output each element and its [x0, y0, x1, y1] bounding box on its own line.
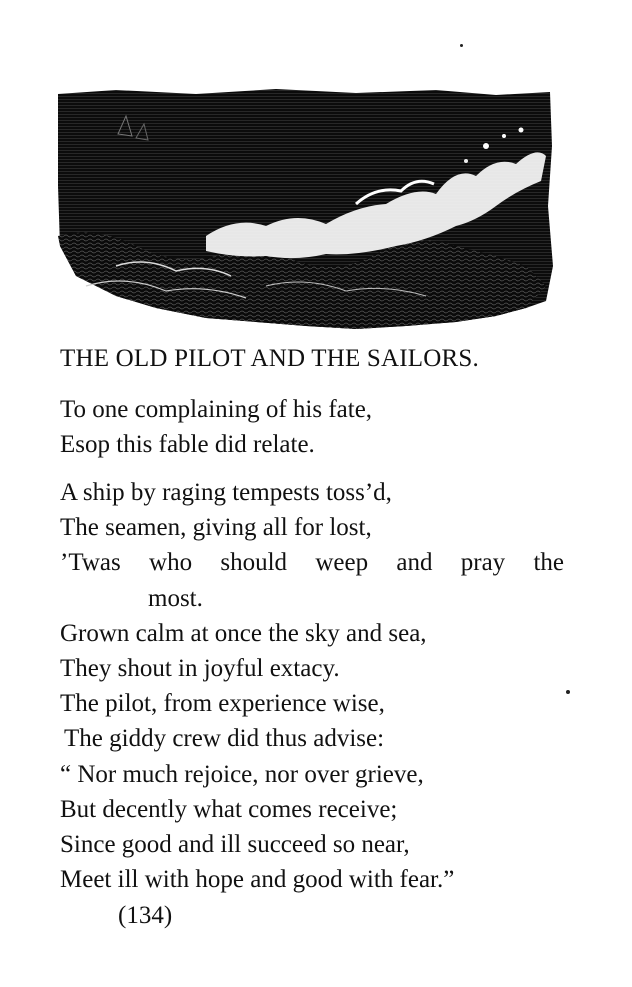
poem-line-8: “ Nor much rejoice, nor over grieve, [60, 761, 424, 788]
poem-title: THE OLD PILOT AND THE SAILORS. [60, 345, 479, 372]
poem-line-3-word: and [396, 549, 433, 576]
poem-line-11: Meet ill with hope and good with fear.” [60, 866, 455, 893]
poem-line-3 [60, 550, 564, 575]
moral-intro-line-1: To one complaining of his fate, [60, 396, 373, 423]
stormy-sea-illustration [56, 86, 554, 330]
poem-line-5: They shout in joyful extacy. [60, 655, 340, 682]
poem-line-6: The pilot, from experience wise, [60, 690, 385, 717]
poem-line-3-word: ’Twas [60, 549, 121, 576]
print-speck [460, 44, 463, 47]
poem-line-3-word: should [220, 549, 288, 576]
print-speck [566, 690, 570, 694]
page-number: (134) [118, 902, 173, 929]
moral-intro-line-2: Esop this fable did relate. [60, 431, 315, 458]
poem-line-4: Grown calm at once the sky and sea, [60, 620, 427, 647]
poem-line-2: The seamen, giving all for lost, [60, 514, 372, 541]
poem-line-3-word: the [533, 549, 564, 576]
poem-line-3-word: weep [315, 549, 369, 576]
poem-line-3-word: who [149, 549, 193, 576]
poem-line-1: A ship by raging tempests toss’d, [60, 479, 392, 506]
poem-line-9: But decently what comes receive; [60, 796, 398, 823]
poem-line-3-continuation: most. [148, 585, 203, 612]
poem-line-10: Since good and ill succeed so near, [60, 831, 410, 858]
poem-line-3-word: pray [460, 549, 506, 576]
poem-line-7: The giddy crew did thus advise: [64, 725, 385, 752]
